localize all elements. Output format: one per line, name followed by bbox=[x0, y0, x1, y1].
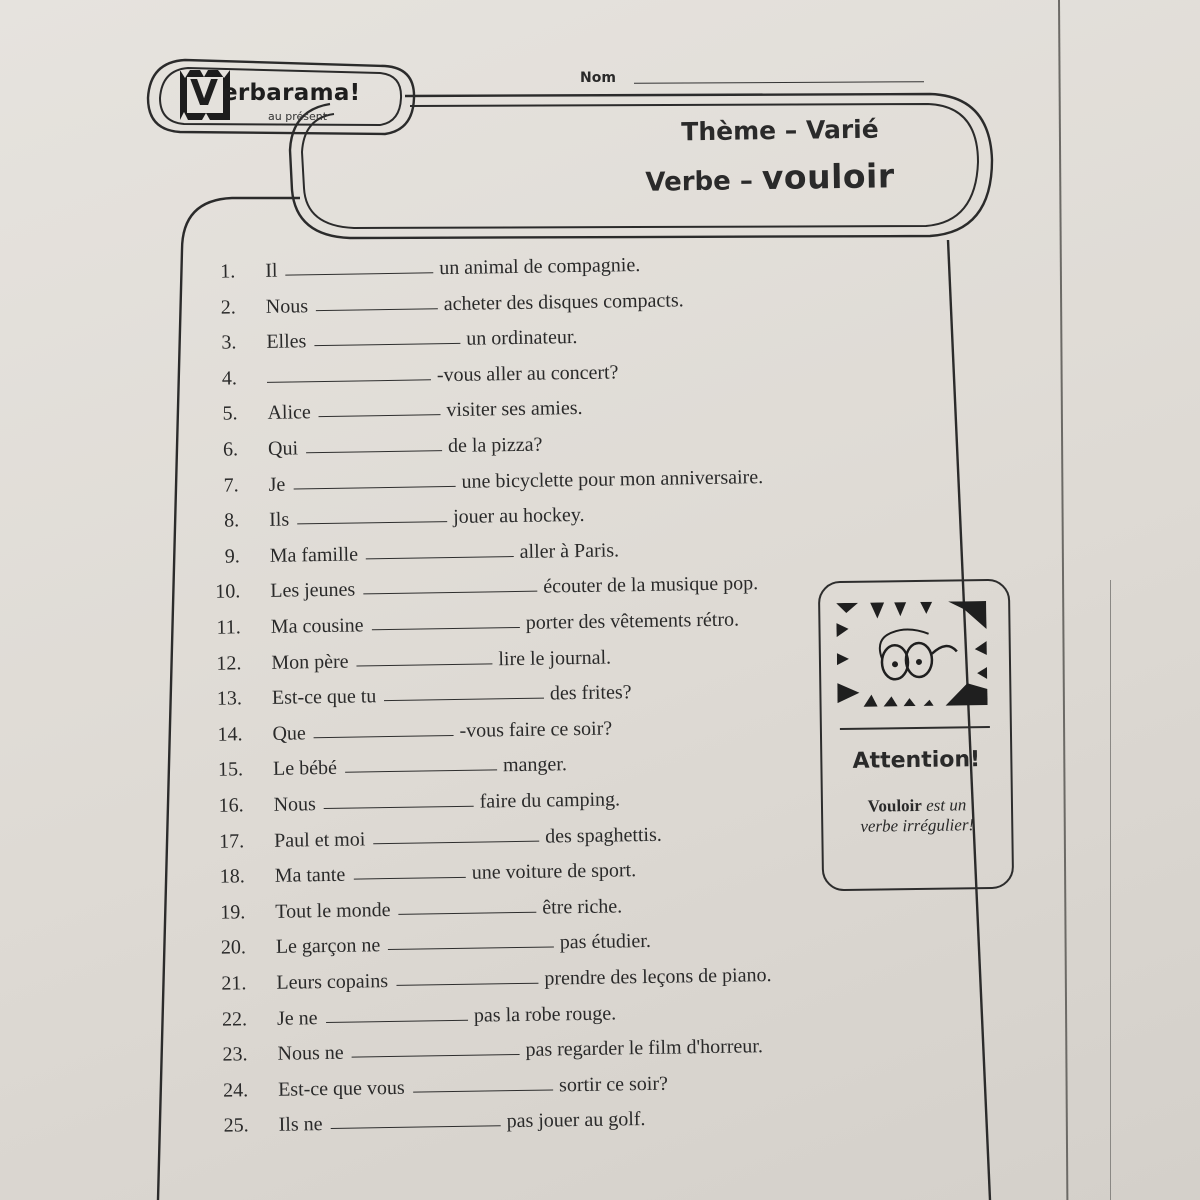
item-number: 4. bbox=[221, 367, 238, 390]
answer-blank[interactable] bbox=[267, 379, 431, 383]
item-sentence-end: acheter des disques compacts. bbox=[443, 288, 684, 315]
item-subject: Est-ce que vous bbox=[277, 1076, 405, 1101]
attention-line2: verbe irrégulier! bbox=[860, 815, 975, 836]
item-sentence-end: un ordinateur. bbox=[466, 326, 578, 350]
item-sentence-end: jouer au hockey. bbox=[452, 504, 585, 529]
item-number: 18. bbox=[219, 865, 245, 888]
answer-blank[interactable] bbox=[384, 698, 544, 702]
answer-blank[interactable] bbox=[396, 983, 538, 986]
item-sentence-end: -vous faire ce soir? bbox=[459, 717, 613, 742]
item-sentence-end: visiter ses amies. bbox=[446, 397, 583, 422]
attention-verb: Vouloir bbox=[867, 795, 923, 816]
item-sentence-end: manger. bbox=[502, 753, 568, 777]
answer-blank[interactable] bbox=[294, 486, 456, 490]
answer-blank[interactable] bbox=[366, 556, 514, 559]
answer-blank[interactable] bbox=[324, 806, 474, 809]
name-label: Nom bbox=[580, 70, 616, 86]
answer-blank[interactable] bbox=[297, 521, 447, 524]
item-sentence-end: prendre des leçons de piano. bbox=[544, 964, 772, 990]
item-subject: Elles bbox=[266, 330, 307, 354]
item-sentence-end: -vous aller au concert? bbox=[436, 361, 619, 387]
answer-blank[interactable] bbox=[314, 343, 460, 346]
attention-line1: est un bbox=[921, 795, 967, 815]
item-subject: Nous ne bbox=[277, 1041, 344, 1065]
answer-blank[interactable] bbox=[352, 1054, 520, 1058]
item-sentence-end: aller à Paris. bbox=[519, 539, 620, 563]
answer-blank[interactable] bbox=[331, 1126, 501, 1130]
item-sentence-end: sortir ce soir? bbox=[558, 1072, 669, 1097]
item-number: 16. bbox=[218, 794, 244, 817]
item-number: 14. bbox=[217, 723, 243, 746]
item-subject: Le bébé bbox=[272, 757, 338, 781]
item-sentence-end: pas jouer au golf. bbox=[506, 1108, 646, 1133]
item-subject: Les jeunes bbox=[270, 578, 356, 603]
attention-note bbox=[829, 795, 1006, 837]
item-sentence-end: une voiture de sport. bbox=[471, 859, 637, 884]
item-number: 7. bbox=[223, 473, 239, 497]
item-sentence-end: des frites? bbox=[549, 681, 632, 705]
item-sentence-end: des spaghettis. bbox=[544, 823, 662, 848]
answer-blank[interactable] bbox=[326, 1019, 468, 1022]
answer-blank[interactable] bbox=[356, 663, 492, 666]
answer-blank[interactable] bbox=[413, 1089, 553, 1092]
item-subject: Nous bbox=[273, 793, 317, 816]
item-number: 13. bbox=[216, 687, 243, 710]
item-subject: Je bbox=[268, 473, 286, 496]
item-number: 23. bbox=[222, 1043, 248, 1066]
answer-blank[interactable] bbox=[354, 877, 466, 880]
item-sentence-end: écouter de la musique pop. bbox=[543, 572, 759, 598]
answer-blank[interactable] bbox=[306, 450, 442, 453]
item-sentence-end: pas la robe rouge. bbox=[473, 1002, 617, 1027]
answer-blank[interactable] bbox=[373, 840, 539, 844]
item-subject: Qui bbox=[267, 437, 299, 460]
item-subject: Tout le monde bbox=[275, 898, 391, 923]
verbarama-logo bbox=[178, 70, 388, 128]
item-number: 12. bbox=[216, 651, 242, 675]
item-sentence-end: une bicyclette pour mon anniversaire. bbox=[461, 465, 764, 493]
logo-subtitle: au présent bbox=[268, 110, 328, 123]
item-number: 21. bbox=[221, 972, 247, 995]
item-number: 3. bbox=[221, 331, 237, 354]
answer-blank[interactable] bbox=[345, 770, 497, 773]
item-number: 1. bbox=[220, 260, 236, 283]
answer-blank[interactable] bbox=[285, 272, 433, 275]
item-number: 9. bbox=[224, 545, 240, 568]
attention-divider bbox=[840, 726, 990, 730]
item-subject: Ma famille bbox=[269, 543, 359, 567]
item-number: 20. bbox=[220, 936, 247, 960]
item-number: 11. bbox=[216, 616, 242, 639]
item-subject: Ma tante bbox=[274, 863, 346, 888]
answer-blank[interactable] bbox=[319, 415, 441, 418]
item-subject: Ma cousine bbox=[270, 614, 364, 638]
answer-blank[interactable] bbox=[314, 735, 454, 738]
item-number: 6. bbox=[222, 438, 239, 461]
item-sentence-end: être riche. bbox=[542, 895, 623, 919]
item-sentence-end: pas regarder le film d'horreur. bbox=[525, 1035, 764, 1062]
item-number: 25. bbox=[223, 1114, 249, 1138]
answer-blank[interactable] bbox=[398, 912, 536, 915]
answer-blank[interactable] bbox=[388, 947, 554, 951]
item-sentence-end: de la pizza? bbox=[447, 433, 543, 458]
item-number: 10. bbox=[215, 580, 241, 604]
item-subject: Nous bbox=[265, 294, 309, 318]
item-subject: Mon père bbox=[271, 650, 349, 674]
item-subject: Que bbox=[272, 722, 307, 745]
item-number: 17. bbox=[219, 829, 245, 853]
item-subject: Leurs copains bbox=[276, 970, 389, 994]
item-subject: Ils bbox=[268, 508, 290, 532]
item-number: 2. bbox=[220, 295, 236, 319]
verb-title bbox=[560, 155, 981, 200]
logo-v-letter: V bbox=[190, 73, 218, 114]
logo-wordmark: erbarama! bbox=[222, 80, 361, 106]
item-subject: Paul et moi bbox=[274, 827, 366, 852]
attention-title: Attention! bbox=[852, 747, 981, 774]
item-subject: Il bbox=[265, 259, 278, 282]
cartoon-glasses-icon bbox=[836, 601, 988, 715]
verb-prefix: Verbe – bbox=[645, 166, 763, 198]
answer-blank[interactable] bbox=[316, 308, 438, 311]
attention-box bbox=[818, 579, 1014, 892]
item-subject: Ils ne bbox=[278, 1113, 323, 1137]
item-sentence-end: faire du camping. bbox=[479, 788, 621, 813]
item-subject: Est-ce que tu bbox=[271, 685, 377, 710]
item-number: 5. bbox=[222, 402, 238, 425]
verb-name: vouloir bbox=[761, 156, 895, 198]
item-number: 15. bbox=[217, 758, 244, 782]
item-number: 8. bbox=[223, 509, 240, 532]
item-number: 19. bbox=[220, 901, 246, 924]
item-sentence-end: un animal de compagnie. bbox=[439, 254, 641, 280]
item-subject: Le garçon ne bbox=[275, 934, 381, 959]
item-number: 24. bbox=[222, 1079, 249, 1102]
theme-title: Thème – Varié bbox=[681, 114, 879, 147]
item-subject: Je ne bbox=[276, 1006, 318, 1030]
answer-blank[interactable] bbox=[363, 591, 537, 595]
item-number: 22. bbox=[221, 1007, 248, 1031]
answer-blank[interactable] bbox=[372, 627, 520, 630]
item-sentence-end: lire le journal. bbox=[498, 646, 612, 670]
item-sentence-end: porter des vêtements rétro. bbox=[525, 608, 740, 634]
item-sentence-end: pas étudier. bbox=[559, 930, 652, 954]
item-subject: Alice bbox=[267, 401, 311, 425]
